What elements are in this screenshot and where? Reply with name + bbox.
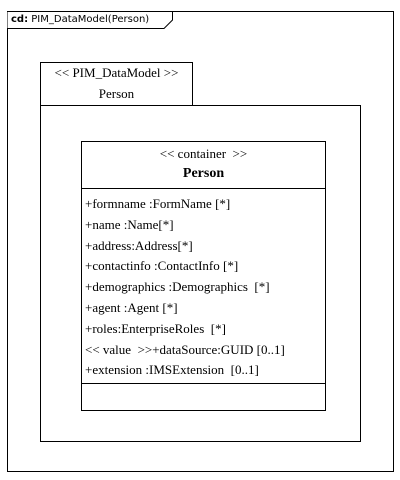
package-name: Person xyxy=(98,86,135,101)
class-person[interactable] xyxy=(81,141,326,411)
attribute-roles: +roles:EnterpriseRoles [*] xyxy=(85,320,226,336)
class-name: Person xyxy=(182,166,225,181)
attribute-demographics: +demographics :Demographics [*] xyxy=(85,279,270,295)
frame-kind: cd: xyxy=(11,14,29,25)
attribute-formname: +formname :FormName [*] xyxy=(85,196,231,211)
class-attributes xyxy=(82,189,325,384)
attribute-address: +address:Address[*] xyxy=(85,237,193,253)
attribute-extension: +extension :IMSExtension [0..1] xyxy=(85,362,259,378)
class-stereotype: << container >> xyxy=(159,146,248,161)
package-stereotype: << PIM_DataModel >> xyxy=(54,65,179,80)
class-operations xyxy=(82,384,325,410)
frame-name: PIM_DataModel(Person) xyxy=(31,14,150,25)
attribute-contactinfo: +contactinfo :ContactInfo [*] xyxy=(85,258,239,274)
attribute-agent: +agent :Agent [*] xyxy=(85,299,178,315)
frame-label-tab xyxy=(7,11,149,29)
class-header xyxy=(82,142,325,189)
attribute-name: +name :Name[*] xyxy=(85,216,174,232)
package-tab[interactable] xyxy=(40,62,193,106)
attribute-datasource: << value >>+dataSource:GUID [0..1] xyxy=(85,341,285,357)
frame-title xyxy=(7,14,149,25)
